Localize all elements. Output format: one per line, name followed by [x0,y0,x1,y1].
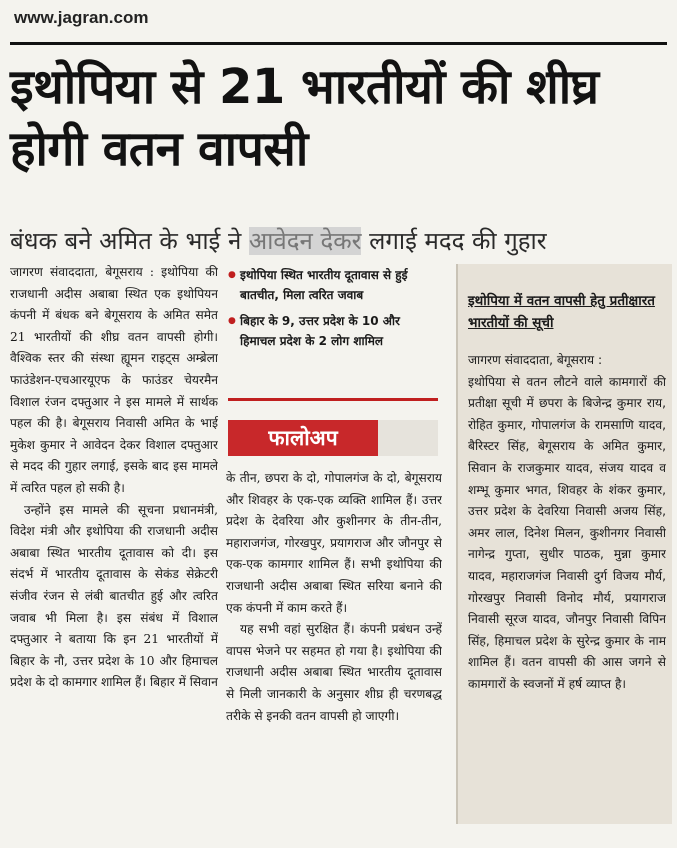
subhead-after: लगाई मदद की गुहार [361,227,547,255]
column1-paragraph-2: उन्होंने इस मामले की सूचना प्रधानमंत्री, विदेश मंत्री और इथोपिया की राजधानी अदीस अबाबा स्थित भारतीय दूतावास को दी। इस संदर्भ में भारतीय दूतावास के सेकंड सेक्रेटरी संजीव रंजन से लंबी बातचीत हुई और त्वरित जवाब भी मिला है। इस संबंध में विशाल दफ्तुआर ने बताया कि इन 21 भारतीयों में बिहार के नौ, उत्तर प्रदेश के 10 और हिमाचल प्रदेश के दो कामगार शामिल हैं। बिहार में सिवान [10,502,218,690]
sidebar-list-box [456,264,672,824]
highlight-item-2: ● बिहार के 9, उत्तर प्रदेश के 10 और हिमाचल प्रदेश के 2 लोग शामिल [228,311,438,351]
subheadline [10,224,670,258]
sidebar-dateline: जागरण संवाददाता, बेगूसराय : [468,353,603,367]
highlights-divider [228,398,438,401]
sidebar-body [468,350,666,820]
followup-badge-tail [378,420,438,456]
column2-paragraph-1: के तीन, छपरा के दो, गोपालगंज के दो, बेगूसराय और शिवहर के एक-एक व्यक्ति शामिल हैं। उत्तर प्रदेश के देवरिया और कुशीनगर के तीन-तीन, महाराजगंज, गोरखपुर, प्रयागराज और जौनपुर से एक-एक कामगार शामिल हैं। सभी इथोपिया की राजधानी अदीस अबाबा स्थित सरिया बनाने की एक कंपनी में काम करते हैं। [226,471,442,615]
highlight-item-1: ● इथोपिया स्थित भारतीय दूतावास से हुई बातचीत, मिला त्वरित जवाब [228,265,438,305]
subhead-before: बंधक बने अमित के भाई ने [10,227,249,255]
top-rule [10,42,667,45]
subhead-highlight: आवेदन देकर [248,227,362,255]
article-column-2 [226,468,442,844]
highlights-box [228,265,438,357]
headline: इथोपिया से 21 भारतीयों की शीघ्र होगी वतन वापसी [10,59,599,177]
site-url[interactable]: www.jagran.com [14,8,149,27]
article-column-1 [10,262,218,842]
sidebar-title: इथोपिया में वतन वापसी हेतु प्रतीक्षारत भारतीयों की सूची [468,293,655,331]
column1-paragraph-1: जागरण संवाददाता, बेगूसराय : इथोपिया की राजधानी अदीस अबाबा स्थित एक इथोपियन कंपनी में बंधक बने बेगूसराय के अमित समेत 21 भारतीयों की शीघ्र वतन वापसी होगी। वैश्विक स्तर की संस्था ह्यूमन राइट्स अम्ब्रेला फाउंडेशन-एचआरयूएफ के फाउंडर चेयरमैन विशाल रंजन दफ्तुआर ने इस मामले में सार्थक पहल की है। बेगूसराय निवासी अमित के भाई मुकेश कुमार ने आवेदन देकर विशाल दफ्तुआर से मदद की गुहार लगाई, इसके बाद इस मामले में त्वरित पहल हो सकी है। [10,265,218,495]
column2-paragraph-2: यह सभी वहां सुरक्षित हैं। कंपनी प्रबंधन उन्हें वापस भेजने पर सहमत हो गया है। इथोपिया की राजधानी अदीस अबाबा स्थित भारतीय दूतावास से मिली जानकारी के अनुसार शीघ्र ही चरणबद्ध तरीके से इनकी वतन वापसी हो जाएगी। [226,622,442,723]
followup-badge: फालोअप [228,420,378,456]
sidebar-text: इथोपिया से वतन लौटने वाले कामगारों की प्रतीक्षा सूची में छपरा के बिजेन्द्र कुमार राय, रोहित कुमार, गोपालगंज के रामसाणि यादव, बैरिस्टर सिंह, बेगूसराय के अमित कुमार, सिवान के राजकुमार यादव, संजय यादव व शम्भू कुमार भगत, शिवहर के शंकर कुमार, उत्तर प्रदेश के देवरिया निवासी अजय सिंह, अमर लाल, दिनेश मिलन, कुशीनगर निवासी नागेन्द्र गुप्ता, सुधीर पाठक, मुन्ना कुमार यादव, महाराजगंज निवासी दुर्ग विजय मौर्य, गोरखपुर निवासी विनोद मौर्य, प्रयागराज निवासी सूरज यादव, जौनपुर निवासी विपिन सिंह, हिमाचल प्रदेश के सुरेन्द्र कुमार के नाम शामिल हैं। वतन वापसी की आस जगने से कामगारों के स्वजनों में हर्ष व्याप्त है। [468,374,666,691]
